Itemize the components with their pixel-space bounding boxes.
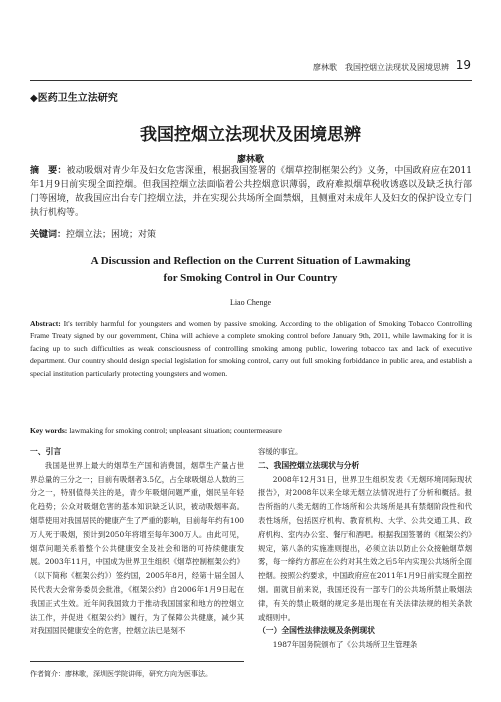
author-en: Liao Chenge bbox=[229, 298, 272, 307]
keywords-cn-label: 关键词： bbox=[30, 230, 67, 240]
article-title-cn: 我国控烟立法现状及困境思辨 bbox=[140, 125, 361, 145]
abstract-cn-text: 被动吸烟对青少年及妇女危害深重，根据我国签署的《烟草控制框架公约》义务，中国政府应在2011年1月9日前实现全面控烟。但我国控烟立法面临着公共控烟意识薄弱，政府难拟烟草税收诱惑以及缺乏执行部门等困境，故我国应出台专门控烟立法，并在实现公共场所全面禁烟，且侧重对未成年人及妇女的保护设立专门执行机构等。 bbox=[30, 166, 472, 218]
keywords-en-label: Key words: bbox=[30, 426, 68, 435]
abstract-en-text: It's terribly harmful for youngsters and women by passive smoking. According to the obligation of Smoking Tobacco Controlling Frame Treaty signed by our government, China will achieve a complete smoking control before January 9th, 2011, while lawmaking for it is facing up to such difficulties as weak consciousness of controlling smoking among public, lowering tobacco tax and lack of executive department. Our country should design special legislation for smoking control, carry out full smoking forbiddance in public area, and establish a special institution particularly protecting youngsters and women. bbox=[30, 319, 472, 378]
keywords-en bbox=[30, 426, 282, 435]
header-rule bbox=[30, 80, 472, 81]
title-en-line2: for Smoking Control in Our Country bbox=[163, 272, 338, 284]
paragraph-continuation: 容缓的事宜。 bbox=[258, 447, 303, 456]
author-footnote: 作者简介：廖林歌，深圳医学院讲师，研究方向为医事法。 bbox=[30, 670, 212, 678]
heading-status-analysis: 二、我国控烟立法现状与分析 bbox=[258, 460, 360, 470]
subheading-national-laws: （一）全国性法律法规及条例现状 bbox=[258, 626, 375, 636]
paragraph-introduction: 我国是世界上最大的烟草生产国和消费国，烟草生产量占世界总量的三分之一；目前有吸烟者3.5亿，占全球吸烟总人数的三分之一，特别值得关注的是，青少年吸烟问题严重，烟民呈年轻化趋势；公众对吸烟危害的基本知识缺乏认识，被动吸烟率高。烟草使用对我国居民的健康产生了严重的影响，目前每年约有100万人死于吸烟，预计到2050年将增至每年300万人。由此可见，烟草问题关系着整个公共健康安全及社会和谐的可持续健康发展。2003年11月，中国成为世界卫生组织《烟草控制框架公约》（以下简称《框架公约》）签约国，2005年8月，经第十届全国人民代表大会常务委员会批准，《框架公约》自2006年1月9日起在我国正式生效。近年间我国致力于推动我国国家和地方的控烟立法工作，并促进《框架公约》履行，为了保障公共健康，减少其对我国国民健康安全的危害，控烟立法已是刻不 bbox=[30, 460, 244, 636]
footnote-rule bbox=[30, 661, 244, 662]
title-en-line1: A Discussion and Reflection on the Current Situation of Lawmaking bbox=[90, 255, 411, 267]
abstract-cn-label: 摘 要： bbox=[30, 166, 67, 176]
running-header-title: 廖林歌 我国控烟立法现状及困境思辨 bbox=[313, 63, 449, 72]
paragraph-national-laws: 1987年国务院颁布了《公共场所卫生管理条 bbox=[272, 640, 418, 650]
heading-introduction: 一、引言 bbox=[30, 447, 62, 456]
keywords-cn-text: 控烟立法；困境；对策 bbox=[66, 230, 157, 240]
paragraph-status-analysis: 2008年12月31日，世界卫生组织发表《无烟环境同际现状报告》，对2008年以来全球无烟立法情况进行了分析和概括。报告所指的八类无烟的工作场所和公共场所是具有禁烟阶段性和代表性场所，包括医疗机构、教育机构、大学、公共交通工具、政府机构、室内办公室、餐厅和酒吧。根据我国签署的《框架公约》规定，第八条的实施准则提出，必须立法以防止公众接触烟草烟雾，每一缔约方都应在公约对其生效之后5年内实现公共场所全面控烟。按照公约要求，中国政府应在2011年1月9日前实现全面控烟。面就目前来说，我国还没有一部专门的公共场所禁止吸烟法律，有关的禁止吸烟的规定多是出现在有关法律法规的相关条款或细则中。 bbox=[258, 474, 472, 622]
page-number: 19 bbox=[455, 58, 471, 72]
keywords-cn bbox=[30, 227, 156, 240]
abstract-en bbox=[30, 318, 472, 380]
abstract-en-label: Abstract: bbox=[30, 319, 61, 328]
abstract-cn bbox=[30, 164, 472, 220]
author-cn: 廖林歌 bbox=[236, 155, 264, 165]
keywords-en-text: lawmaking for smoking control; unpleasant situation; countermeasure bbox=[69, 426, 282, 435]
body-column-right bbox=[258, 445, 472, 652]
section-label: ◆医药卫生立法研究 bbox=[30, 93, 118, 104]
body-column-left bbox=[30, 445, 244, 638]
article-title-en bbox=[0, 253, 501, 287]
